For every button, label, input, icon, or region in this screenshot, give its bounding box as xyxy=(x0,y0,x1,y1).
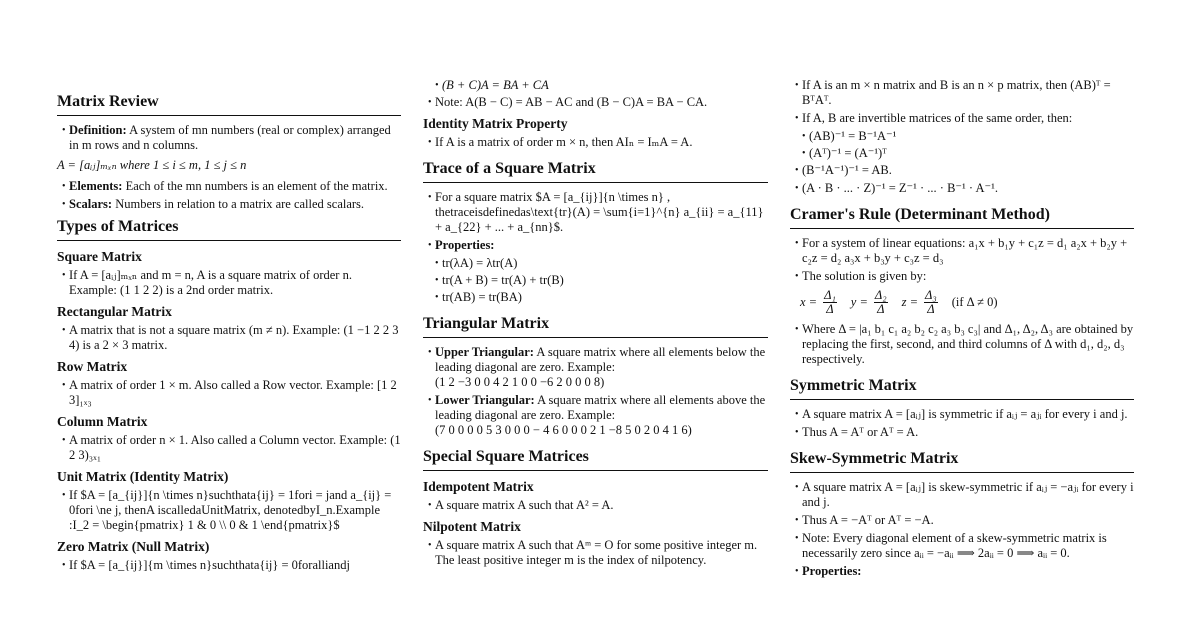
skew-def-item: • A square matrix A = [aᵢⱼ] is skew-symmetric if aᵢⱼ = −aⱼᵢ for every i and j. xyxy=(790,480,1134,510)
elements-label: Elements: xyxy=(69,179,123,193)
column-1 xyxy=(57,78,401,578)
z-var: z = xyxy=(901,295,919,309)
skew-symmetric-heading: Skew-Symmetric Matrix xyxy=(790,449,1134,473)
symmetric-heading: Symmetric Matrix xyxy=(790,376,1134,400)
row-matrix-heading: Row Matrix xyxy=(57,359,128,374)
unit-matrix-item: • If $A = [a_{ij}]{n \times n}suchthata{ij} = 1fori = jand a_{ij} = 0fori \ne j, thenA iscalledaUnitMatrix, denotedbyI_n.Example :I_2 = \begin{pmatrix} 1 & 0 \\ 0 & 1 \end{pmatrix}$ xyxy=(57,488,401,533)
identity-property-item: • If A is a matrix of order m × n, then AIₙ = IₘA = A. xyxy=(423,135,768,150)
trace-properties-item xyxy=(423,238,768,253)
column-matrix-item: • A matrix of order n × 1. Also called a Column vector. Example: (1 2 3)₃ₓ₁ xyxy=(57,433,401,463)
triangular-heading: Triangular Matrix xyxy=(423,314,768,338)
trace-properties-label: Properties: xyxy=(435,238,495,252)
square-matrix-heading: Square Matrix xyxy=(57,249,142,264)
definition-math: A = [aᵢⱼ]ₘₓₙ where 1 ≤ i ≤ m, 1 ≤ j ≤ n xyxy=(57,158,247,172)
invertible-item: • If A, B are invertible matrices of the same order, then: xyxy=(790,111,1134,126)
inverse-prop-4: • (A · B · ... · Z)⁻¹ = Z⁻¹ · ... · B⁻¹ · A⁻¹. xyxy=(790,181,1134,196)
scalars-item xyxy=(57,197,401,212)
lower-triangular-item xyxy=(423,393,768,438)
row-matrix-item: • A matrix of order 1 × m. Also called a Row vector. Example: [1 2 3]₁ₓ₃ xyxy=(57,378,401,408)
cramer-condition: (if Δ ≠ 0) xyxy=(951,295,998,309)
idempotent-item: • A square matrix A such that A² = A. xyxy=(423,498,768,513)
z-fraction xyxy=(924,289,938,316)
scalars-label: Scalars: xyxy=(69,197,113,211)
lower-triangular-text: A square matrix where all elements above the leading diagonal are zero. Example: xyxy=(435,393,766,422)
skew-properties-label: Properties: xyxy=(802,564,862,578)
rectangular-matrix-heading: Rectangular Matrix xyxy=(57,304,172,319)
scalars-text: Numbers in relation to a matrix are called scalars. xyxy=(115,197,365,211)
y-denominator: Δ xyxy=(877,302,885,316)
y-fraction xyxy=(874,289,888,316)
column-2 xyxy=(423,78,768,573)
matrix-review-heading: Matrix Review xyxy=(57,92,401,116)
nilpotent-item: • A square matrix A such that Aᵐ = O for some positive integer m. The least positive integer m is the index of nilpotency. xyxy=(423,538,768,568)
x-fraction xyxy=(823,289,837,316)
square-matrix-item: • If A = [aᵢⱼ]ₘₓₙ and m = n, A is a square matrix of order n. Example: (1 1 2 2) is a 2nd order matrix. xyxy=(57,268,401,298)
cramer-heading: Cramer's Rule (Determinant Method) xyxy=(790,205,1134,229)
matrix-review-list-2 xyxy=(57,179,401,212)
zero-matrix-heading: Zero Matrix (Null Matrix) xyxy=(57,539,210,554)
skew-thus-item: • Thus A = −Aᵀ or Aᵀ = −A. xyxy=(790,513,1134,528)
elements-item xyxy=(57,179,401,194)
inverse-prop-1: • (AB)⁻¹ = B⁻¹A⁻¹ xyxy=(790,129,1134,144)
trace-prop-3: • tr(AB) = tr(BA) xyxy=(423,290,768,305)
special-square-heading: Special Square Matrices xyxy=(423,447,768,471)
cramer-formula xyxy=(800,289,1134,316)
definition-text: A system of mn numbers (real or complex) arranged in m rows and n columns. xyxy=(69,123,391,152)
definition-label: Definition: xyxy=(69,123,127,137)
lower-triangular-example: (7 0 0 0 0 5 3 0 0 0 − 4 6 0 0 0 2 1 −8 5 0 2 0 4 1 6) xyxy=(435,423,692,437)
note-item: • Note: A(B − C) = AB − AC and (B − C)A = BA − CA. xyxy=(423,95,768,110)
cramer-solution-item: • The solution is given by: xyxy=(790,269,1134,284)
rectangular-matrix-item: • A matrix that is not a square matrix (m ≠ n). Example: (1 −1 2 2 3 4) is a 2 × 3 matrix. xyxy=(57,323,401,353)
idempotent-heading: Idempotent Matrix xyxy=(423,479,534,494)
nilpotent-heading: Nilpotent Matrix xyxy=(423,519,521,534)
trace-heading: Trace of a Square Matrix xyxy=(423,159,768,183)
matrix-review-list xyxy=(57,123,401,153)
x-numerator: Δ₁ xyxy=(824,288,836,302)
inverse-prop-2: • (Aᵀ)⁻¹ = (A⁻¹)ᵀ xyxy=(790,146,1134,161)
trace-prop-1: • tr(λA) = λtr(A) xyxy=(423,256,768,271)
unit-matrix-heading: Unit Matrix (Identity Matrix) xyxy=(57,469,229,484)
upper-triangular-text: A square matrix where all elements below the leading diagonal are zero. Example: xyxy=(435,345,766,374)
skew-note-item: • Note: Every diagonal element of a skew-symmetric matrix is necessarily zero since aᵢᵢ = −aᵢᵢ ⟹ 2aᵢᵢ = 0 ⟹ aᵢᵢ = 0. xyxy=(790,531,1134,561)
symmetric-def-item: • A square matrix A = [aᵢⱼ] is symmetric if aᵢⱼ = aⱼᵢ for every i and j. xyxy=(790,407,1134,422)
upper-triangular-item xyxy=(423,345,768,390)
upper-triangular-example: (1 2 −3 0 0 4 2 1 0 0 −6 2 0 0 0 8) xyxy=(435,375,605,389)
z-denominator: Δ xyxy=(927,302,935,316)
types-heading: Types of Matrices xyxy=(57,217,401,241)
identity-property-heading: Identity Matrix Property xyxy=(423,116,568,131)
cramer-where-item: • Where Δ = |a₁ b₁ c₁ a₂ b₂ c₂ a₃ b₃ c₃| and Δ₁, Δ₂, Δ₃ are obtained by replacing the first, second, and third columns of Δ with d₁, d₂, d₃ respectively. xyxy=(790,322,1134,367)
zero-matrix-item: • If $A = [a_{ij}]{m \times n}suchthata{ij} = 0foralliandj xyxy=(57,558,401,573)
symmetric-thus-item: • Thus A = Aᵀ or Aᵀ = A. xyxy=(790,425,1134,440)
distributive-item: • (B + C)A = BA + CA xyxy=(423,78,768,93)
upper-triangular-label: Upper Triangular: xyxy=(435,345,534,359)
trace-prop-2: • tr(A + B) = tr(A) + tr(B) xyxy=(423,273,768,288)
x-var: x = xyxy=(800,295,818,309)
column-3 xyxy=(790,78,1134,584)
lower-triangular-label: Lower Triangular: xyxy=(435,393,535,407)
cramer-system-item: • For a system of linear equations: a₁x + b₁y + c₁z = d₁ a₂x + b₂y + c₂z = d₂ a₃x + b₃y + c₃z = d₃ xyxy=(790,236,1134,266)
z-numerator: Δ₃ xyxy=(925,288,937,302)
inverse-prop-3: • (B⁻¹A⁻¹)⁻¹ = AB. xyxy=(790,163,1134,178)
trace-definition-item: • For a square matrix $A = [a_{ij}]{n \times n} , thetraceisdefinedas\text{tr}(A) = \sum{i=1}^{n} a_{ii} = a_{11} + a_{22} + ... + a_{nn}$. xyxy=(423,190,768,235)
y-var: y = xyxy=(850,295,868,309)
y-numerator: Δ₂ xyxy=(874,288,887,302)
definition-item xyxy=(57,123,401,153)
skew-properties-item xyxy=(790,564,1134,579)
column-matrix-heading: Column Matrix xyxy=(57,414,148,429)
transpose-item: • If A is an m × n matrix and B is an n × p matrix, then (AB)ᵀ = BᵀAᵀ. xyxy=(790,78,1134,108)
elements-text: Each of the mn numbers is an element of the matrix. xyxy=(125,179,388,193)
x-denominator: Δ xyxy=(826,302,834,316)
